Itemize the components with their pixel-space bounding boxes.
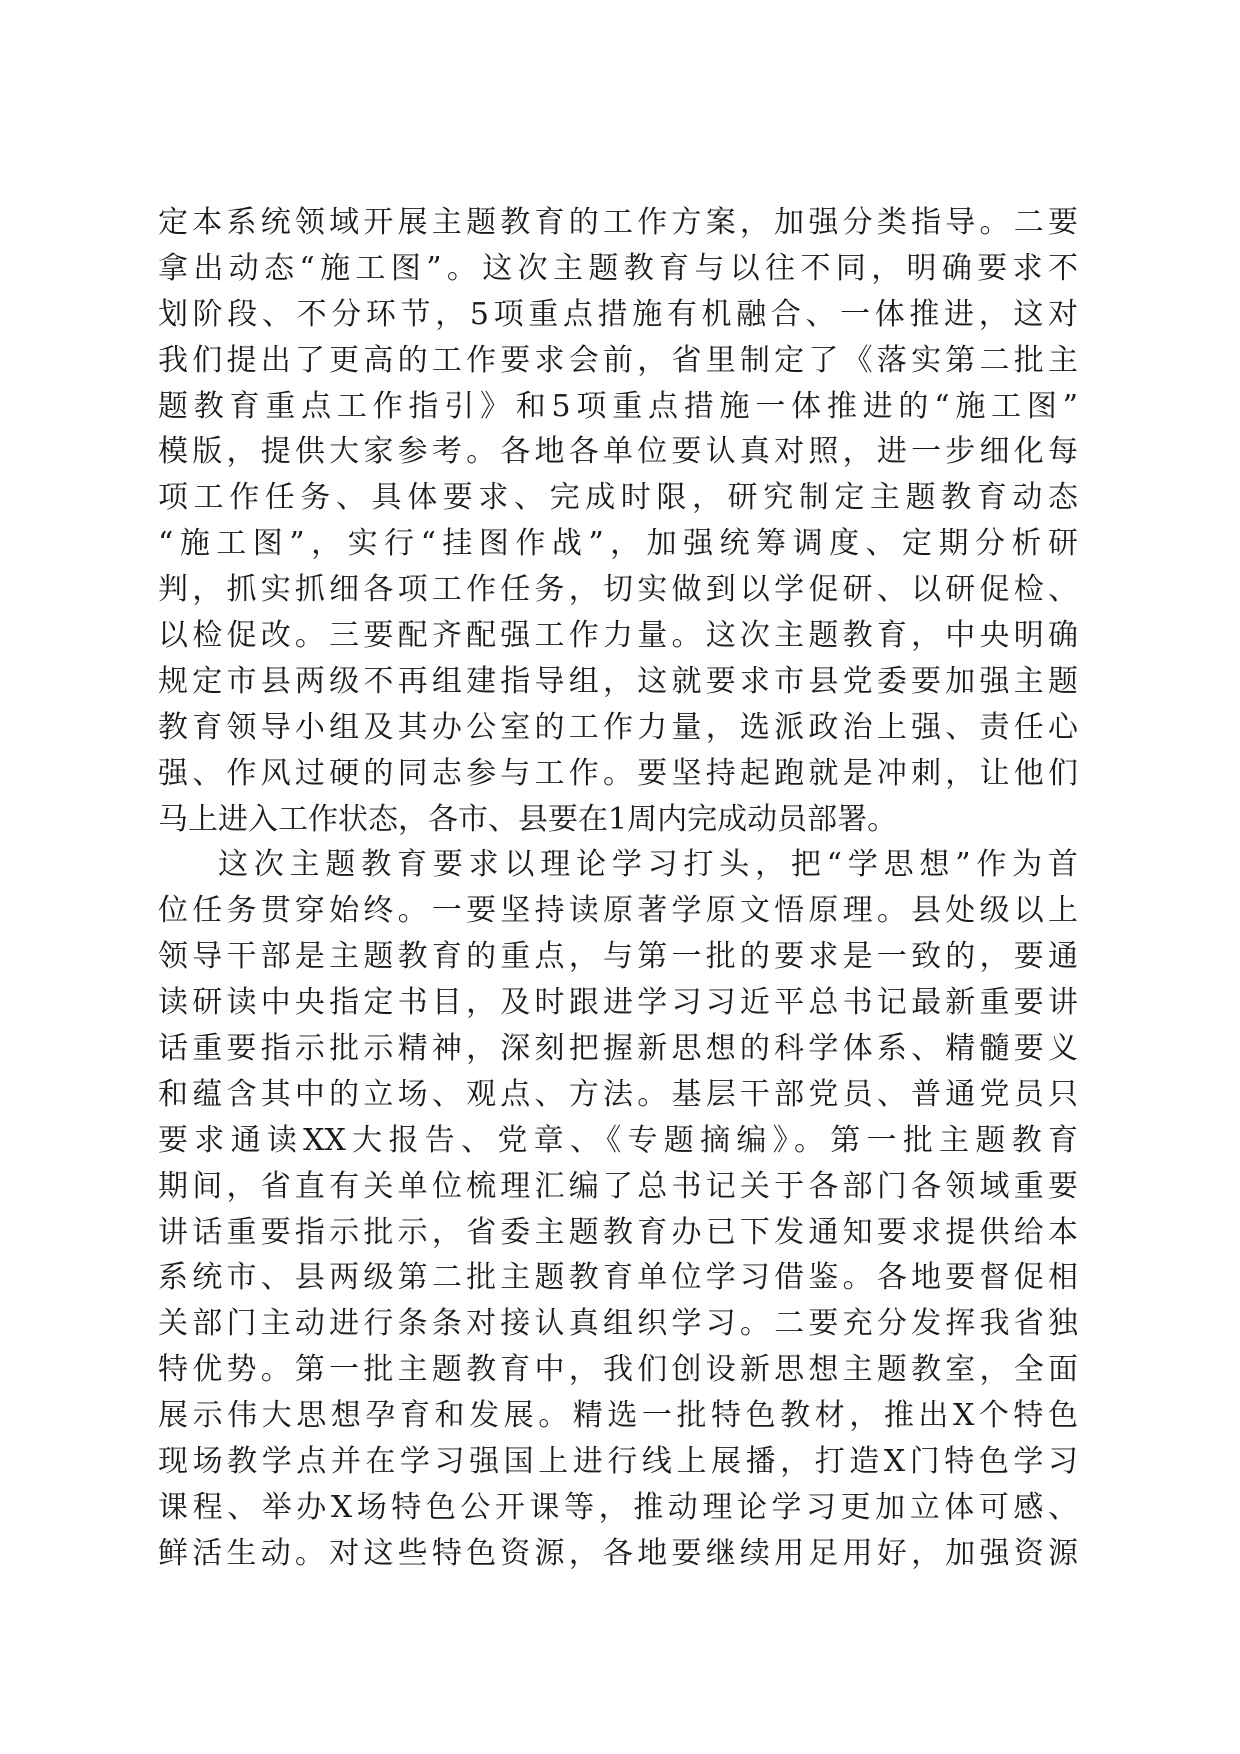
text-line: 和蕴含其中的立场、观点、方法。基层干部党员、普通党员只 bbox=[158, 1076, 1078, 1112]
text-line: 系统市、县两级第二批主题教育单位学习借鉴。各地要督促相 bbox=[158, 1260, 1078, 1296]
text-line: 领导干部是主题教育的重点，与第一批的要求是一致的，要通 bbox=[158, 939, 1078, 975]
body-text bbox=[158, 200, 1078, 1577]
text-line: 强、作风过硬的同志参与工作。要坚持起跑就是冲刺，让他们 bbox=[158, 755, 1078, 791]
text-line: 模版，提供大家参考。各地各单位要认真对照，进一步细化每 bbox=[158, 434, 1078, 470]
text-line: 以检促改。三要配齐配强工作力量。这次主题教育，中央明确 bbox=[158, 618, 1078, 654]
text-line: 判，抓实抓细各项工作任务，切实做到以学促研、以研促检、 bbox=[158, 572, 1078, 608]
text-line: 读研读中央指定书目，及时跟进学习习近平总书记最新重要讲 bbox=[158, 985, 1078, 1021]
text-line: 划阶段、不分环节，5项重点措施有机融合、一体推进，这对 bbox=[158, 296, 1078, 332]
text-line: 话重要指示批示精神，深刻把握新思想的科学体系、精髓要义 bbox=[158, 1031, 1078, 1067]
text-line: “施工图”，实行“挂图作战”，加强统筹调度、定期分析研 bbox=[158, 526, 1078, 562]
text-line: 教育领导小组及其办公室的工作力量，选派政治上强、责任心 bbox=[158, 709, 1078, 745]
text-line: 定本系统领域开展主题教育的工作方案，加强分类指导。二要 bbox=[158, 205, 1078, 240]
paragraph-2 bbox=[158, 842, 1078, 1576]
text-line: 讲话重要指示批示，省委主题教育办已下发通知要求提供给本 bbox=[158, 1214, 1078, 1250]
text-line: 要求通读XX大报告、党章、《专题摘编》。第一批主题教育 bbox=[158, 1122, 1078, 1158]
text-line: 期间，省直有关单位梳理汇编了总书记关于各部门各领域重要 bbox=[158, 1168, 1078, 1204]
text-line: 位任务贯穿始终。一要坚持读原著学原文悟原理。县处级以上 bbox=[158, 893, 1078, 929]
text-line: 我们提出了更高的工作要求会前，省里制定了《落实第二批主 bbox=[158, 342, 1078, 378]
text-line: 这次主题教育要求以理论学习打头，把“学思想”作为首 bbox=[218, 847, 1078, 883]
text-line: 特优势。第一批主题教育中，我们创设新思想主题教室，全面 bbox=[158, 1352, 1078, 1388]
text-line: 课程、举办X场特色公开课等，推动理论学习更加立体可感、 bbox=[158, 1489, 1078, 1525]
text-line: 现场教学点并在学习强国上进行线上展播，打造X门特色学习 bbox=[158, 1444, 1078, 1480]
text-line: 鲜活生动。对这些特色资源，各地要继续用足用好，加强资源 bbox=[158, 1535, 1078, 1571]
text-line: 马上进入工作状态，各市、县要在1周内完成动员部署。 bbox=[158, 801, 898, 837]
text-line: 关部门主动进行条条对接认真组织学习。二要充分发挥我省独 bbox=[158, 1306, 1078, 1342]
text-line: 展示伟大思想孕育和发展。精选一批特色教材，推出X个特色 bbox=[158, 1398, 1078, 1434]
text-line: 题教育重点工作指引》和5项重点措施一体推进的“施工图” bbox=[158, 388, 1078, 424]
paragraph-1 bbox=[158, 200, 1078, 842]
text-line: 拿出动态“施工图”。这次主题教育与以往不同，明确要求不 bbox=[158, 250, 1078, 286]
text-line: 项工作任务、具体要求、完成时限，研究制定主题教育动态 bbox=[158, 480, 1078, 516]
text-line: 规定市县两级不再组建指导组，这就要求市县党委要加强主题 bbox=[158, 663, 1078, 699]
